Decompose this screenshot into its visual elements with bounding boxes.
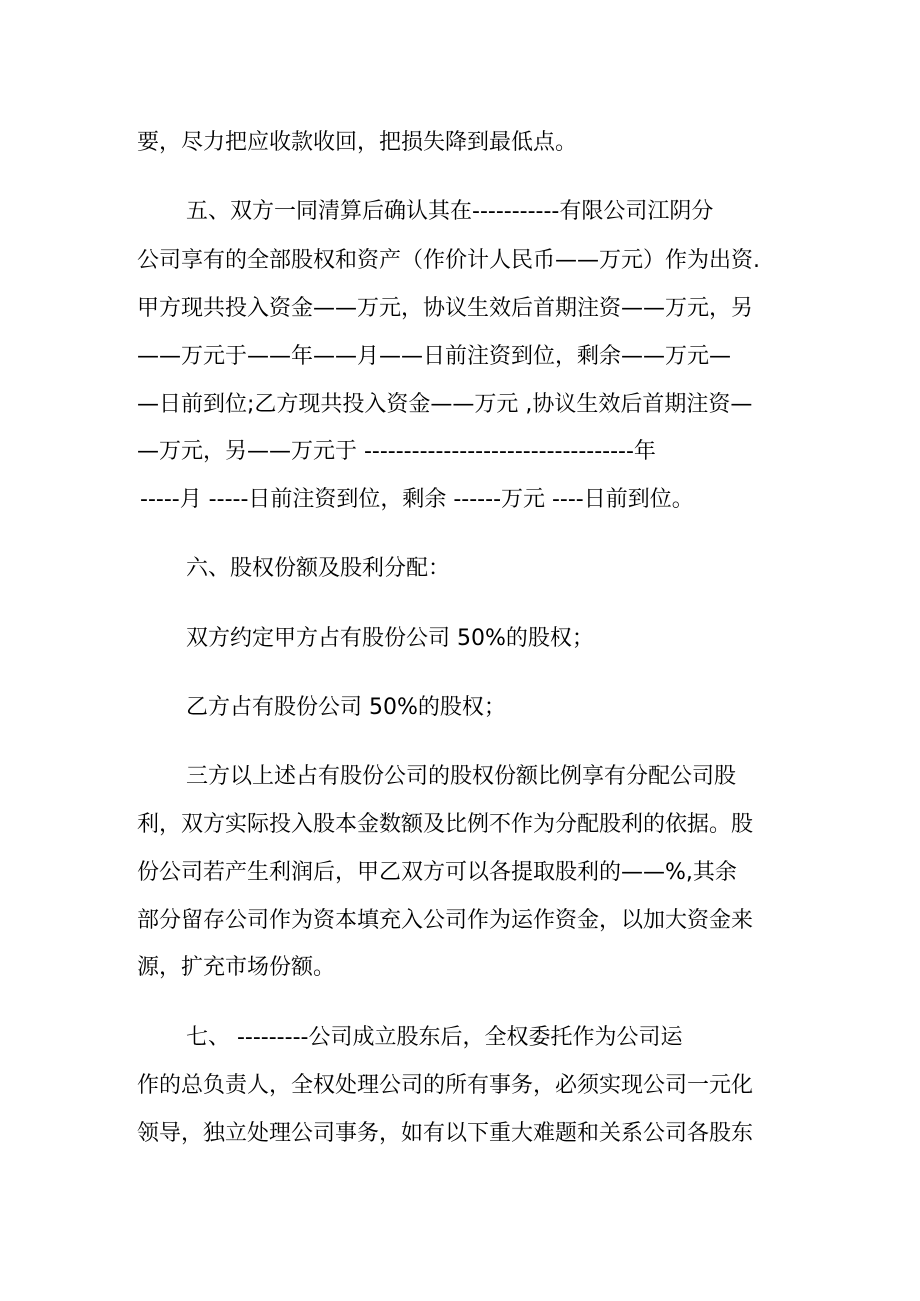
dividend-paragraph-line-5: 源，扩充市场份额。 xyxy=(137,955,336,980)
party-b-share-line: 乙方占有股份公司 50%的股权； xyxy=(186,695,506,720)
text-line-4: 甲方现共投入资金——万元，协议生效后首期注资——万元，另 xyxy=(137,296,754,321)
text-line-5: ——万元于——年——月——日前注资到位，剩余——万元— xyxy=(137,344,732,369)
clause-7-heading-line: 七、 ---------公司成立股东后，全权委托作为公司运 xyxy=(186,1025,683,1050)
dividend-paragraph-line-1: 三方以上述占有股份公司的股权份额比例享有分配公司股 xyxy=(186,764,737,789)
text-line-8: -----月 -----日前注资到位，剩余 ------万元 ----日前到位。 xyxy=(140,487,694,512)
clause-5-heading-line: 五、双方一同清算后确认其在-----------有限公司江阴分 xyxy=(186,199,714,224)
text-line-7: —万元，另——万元于 ----------------------------------年 xyxy=(137,439,656,464)
party-a-share-line: 双方约定甲方占有股份公司 50%的股权； xyxy=(186,626,594,651)
text-line-1: 要，尽力把应收款收回，把损失降到最低点。 xyxy=(137,130,578,155)
clause-6-heading: 六、股权份额及股利分配： xyxy=(186,556,451,581)
text-line-19: 领导，独立处理公司事务，如有以下重大难题和关系公司各股东 xyxy=(137,1121,754,1146)
text-line-3: 公司享有的全部股权和资产（作价计人民币——万元）作为出资. xyxy=(137,248,760,273)
text-line-6: —日前到位;乙方现共投入资金——万元 ,协议生效后首期注资— xyxy=(137,392,753,417)
text-line-18: 作的总负责人，全权处理公司的所有事务，必须实现公司一元化 xyxy=(137,1073,754,1098)
dividend-paragraph-line-4: 部分留存公司作为资本填充入公司作为运作资金，以加大资金来 xyxy=(137,908,754,933)
dividend-paragraph-line-2: 利，双方实际投入股本金数额及比例不作为分配股利的依据。股 xyxy=(137,812,754,837)
dividend-paragraph-line-3: 份公司若产生利润后，甲乙双方可以各提取股利的——%,其余 xyxy=(137,860,737,885)
